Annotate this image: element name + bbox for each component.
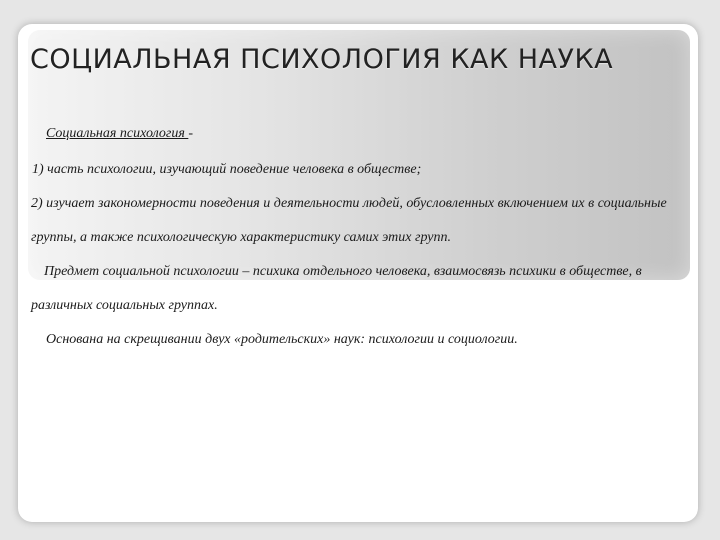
text-line-2: 2) изучает закономерности поведения и деятельности людей, обусловленных включением их в социальные [31,196,667,211]
text-line-3: группы, а также психологическую характеристику самих этих групп. [31,230,451,245]
text-line-6: Основана на скрещивании двух «родительских» наук: психологии и социологии. [46,332,518,347]
text-line-5: различных социальных группах. [31,298,218,313]
term-label: Социальная психология [46,126,189,141]
text-line-4: Предмет социальной психологии – психика отдельного человека, взаимосвязь психики в обществе, в [44,264,642,279]
text-line-1: 1) часть психологии, изучающий поведение человека в обществе; [32,162,422,177]
slide-title: СОЦИАЛЬНАЯ ПСИХОЛОГИЯ КАК НАУКА [30,44,614,75]
definition-heading [46,126,720,142]
term-dash: - [188,126,194,141]
